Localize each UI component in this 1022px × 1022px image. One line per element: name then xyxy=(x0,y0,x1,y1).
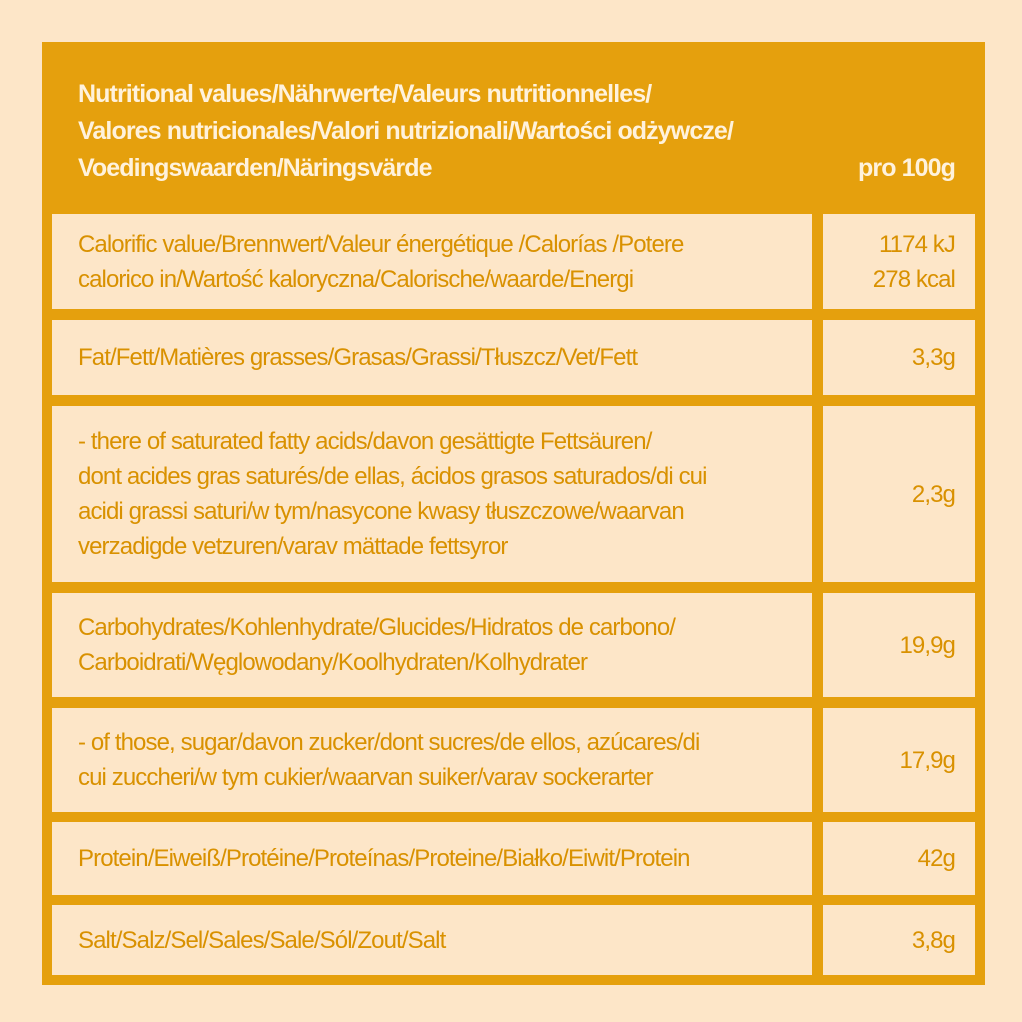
row-label-line: Salt/Salz/Sel/Sales/Sale/Sól/Zout/Salt xyxy=(78,926,446,954)
row-value xyxy=(823,822,975,895)
row-label-line: Carbohydrates/Kohlenhydrate/Glucides/Hidratos de carbono/ xyxy=(78,614,676,641)
row-label-line: verzadigde vetzuren/varav mättade fettsyror xyxy=(78,533,508,560)
table-row-energy xyxy=(52,214,975,309)
table-row-saturated-fat xyxy=(52,406,975,582)
row-label-line: dont acides gras saturés/de ellas, ácidos grasos saturados/di cui xyxy=(78,463,707,490)
row-value-line: 278 kcal xyxy=(872,265,955,293)
row-value-line: 19,9g xyxy=(899,631,955,659)
row-value-line: 3,8g xyxy=(911,926,955,954)
row-value xyxy=(823,214,975,309)
row-label xyxy=(52,593,812,697)
table-row-protein xyxy=(52,822,975,895)
row-label xyxy=(52,406,812,582)
row-label-line: Calorific value/Brennwert/Valeur énergétique /Calorías /Potere xyxy=(78,230,684,258)
table-row-salt xyxy=(52,905,975,975)
row-label-line: acidi grassi saturi/w tym/nasycone kwasy tłuszczowe/waarvan xyxy=(78,498,684,525)
row-label xyxy=(52,822,812,895)
row-label-line: - there of saturated fatty acids/davon gesättigte Fettsäuren/ xyxy=(78,428,652,455)
header-title-line: Voedingswaarden/Näringsvärde xyxy=(78,154,432,182)
row-value xyxy=(823,406,975,582)
header-title-line: Nutritional values/Nährwerte/Valeurs nutritionnelles/ xyxy=(78,80,652,108)
row-value xyxy=(823,905,975,975)
row-label-line: - of those, sugar/davon zucker/dont sucres/de ellos, azúcares/di xyxy=(78,729,700,756)
row-label-line: Protein/Eiweiß/Protéine/Proteínas/Proteine/Białko/Eiwit/Protein xyxy=(78,845,690,872)
row-value-line: 42g xyxy=(917,845,955,872)
row-value-line: 1174 kJ xyxy=(879,230,955,258)
nutrition-table xyxy=(42,42,985,985)
row-label xyxy=(52,708,812,812)
row-label xyxy=(52,320,812,395)
row-value xyxy=(823,593,975,697)
table-header xyxy=(42,42,985,212)
row-value-line: 2,3g xyxy=(911,480,955,508)
row-value-line: 17,9g xyxy=(899,746,955,774)
row-label-line: Fat/Fett/Matières grasses/Grasas/Grassi/Tłuszcz/Vet/Fett xyxy=(78,344,638,371)
header-title-line: Valores nutricionales/Valori nutrizionali/Wartości odżywcze/ xyxy=(78,117,733,145)
row-label xyxy=(52,905,812,975)
table-row-carbohydrates xyxy=(52,593,975,697)
row-value-line: 3,3g xyxy=(911,344,955,371)
row-label-line: calorico in/Wartość kaloryczna/Calorische/waarde/Energi xyxy=(78,265,634,293)
table-row-fat xyxy=(52,320,975,395)
row-label xyxy=(52,214,812,309)
header-title xyxy=(78,76,733,187)
header-unit: pro 100g xyxy=(858,154,955,182)
row-label-line: Carboidrati/Węglowodany/Koolhydraten/Kolhydrater xyxy=(78,649,588,676)
table-row-sugar xyxy=(52,708,975,812)
row-value xyxy=(823,708,975,812)
row-label-line: cui zuccheri/w tym cukier/waarvan suiker/varav sockerarter xyxy=(78,764,653,791)
row-value xyxy=(823,320,975,395)
